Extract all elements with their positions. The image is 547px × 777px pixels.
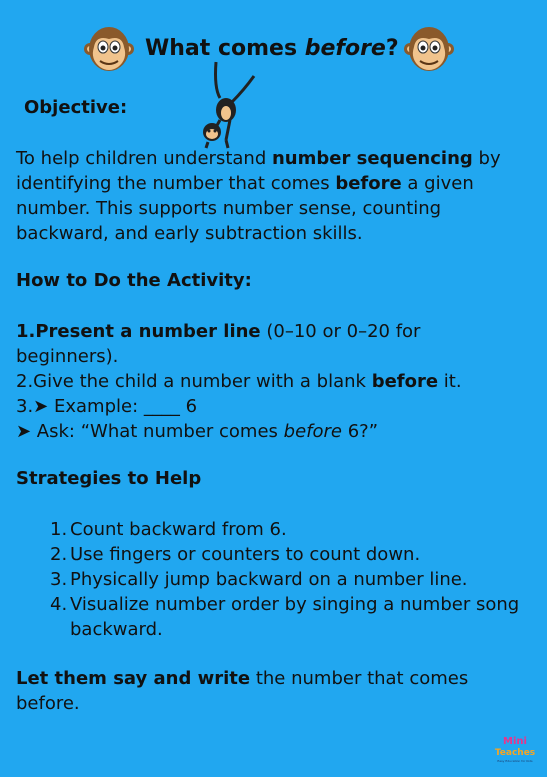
closing-paragraph: Let them say and write the number that comes before. (16, 668, 469, 714)
logo-line-1: Mini (503, 736, 527, 747)
strategies-heading: Strategies to Help (16, 468, 202, 489)
ask-question: ➤ Ask: “What number comes before 6?” (16, 421, 379, 442)
hanging-monkey-icon (196, 58, 264, 150)
page-title: What comes before? (145, 36, 399, 61)
monkey-face-right-icon (404, 25, 454, 77)
logo-tagline: Easy Education for Kids (497, 759, 533, 763)
strategies-list (50, 517, 520, 642)
step-1: 1.Present a number line (0–10 or 0–20 for (16, 321, 421, 342)
objective-heading: Objective: (24, 97, 128, 118)
list-item: 3. Physically jump backward on a number line. (50, 569, 468, 590)
list-item: 4. Visualize number order by singing a number song backward. (50, 594, 520, 640)
step-2: 2.Give the child a number with a blank before it. (16, 371, 462, 392)
list-item: 1. Count backward from 6. (50, 519, 287, 540)
how-to-heading: How to Do the Activity: (16, 270, 252, 291)
list-item: 2. Use fingers or counters to count down. (50, 544, 421, 565)
step-3-example: 3.➤ Example: ____ 6 (16, 396, 198, 417)
objective-paragraph: To help children understand number sequencing by identifying the number that comes before a given number. This supports number sense, counting backward, and early subtraction skills. (16, 148, 501, 244)
step-1-continued: beginners). (16, 346, 119, 367)
logo-line-2: Teaches (494, 748, 536, 758)
monkey-face-left-icon (84, 25, 134, 77)
mini-teaches-logo (492, 733, 538, 765)
